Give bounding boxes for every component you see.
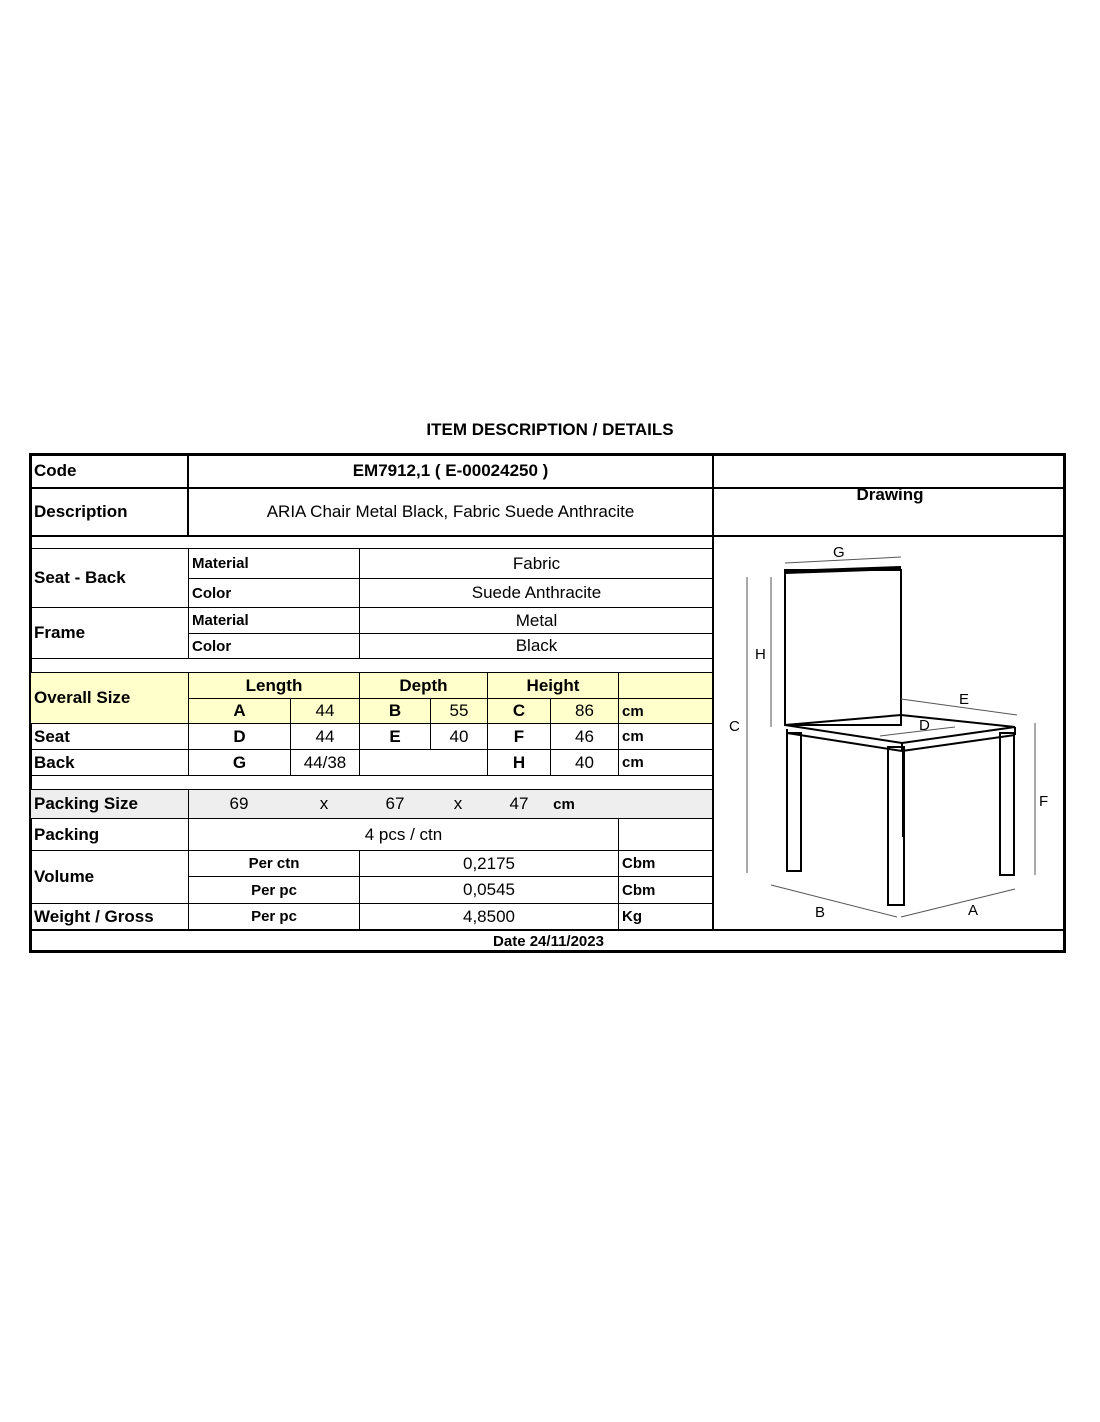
seat-unit: cm xyxy=(622,728,644,745)
dim-c-value: 86 xyxy=(575,701,594,720)
dim-f-value: 46 xyxy=(575,726,594,746)
volume-label: Volume xyxy=(34,867,95,886)
grid-line xyxy=(31,775,713,776)
dim-label-d: D xyxy=(919,717,930,734)
weight-label: Weight / Gross xyxy=(34,906,154,926)
volume-per-pc: 0,0545 xyxy=(463,880,515,899)
volume-per-pc-label: Per pc xyxy=(251,881,297,899)
packing-size-label: Packing Size xyxy=(34,794,138,813)
dim-g-label: G xyxy=(232,752,247,772)
seat-back-color-label: Color xyxy=(192,584,232,602)
code-label: Code xyxy=(34,461,77,480)
weight-per-pc: 4,8500 xyxy=(463,906,515,926)
dim-label-g: G xyxy=(833,544,845,561)
description-value: ARIA Chair Metal Black, Fabric Suede Anthracite xyxy=(266,502,635,521)
grid-line xyxy=(31,658,713,659)
date-footer: Date 24/11/2023 xyxy=(493,932,604,950)
packing-label: Packing xyxy=(34,824,100,844)
dim-c-label: C xyxy=(512,701,526,720)
dim-label-f: F xyxy=(1039,793,1049,810)
frame-color-label: Color xyxy=(192,637,232,655)
dim-d-label: D xyxy=(233,726,246,746)
packing-value: 4 pcs / ctn xyxy=(364,824,443,844)
dim-b-label: B xyxy=(388,701,402,720)
chair-outline xyxy=(785,568,1015,905)
overall-size-unit: cm xyxy=(622,702,644,720)
seat-back-label: Seat - Back xyxy=(34,568,126,587)
back-label: Back xyxy=(34,752,75,772)
length-header: Length xyxy=(245,675,303,695)
dim-e-label: E xyxy=(389,726,401,746)
dim-f-label: F xyxy=(513,726,525,746)
dim-label-a: A xyxy=(968,902,979,919)
packing-size-width: 67 xyxy=(385,794,405,813)
dimension-lines xyxy=(747,557,1035,917)
packing-size-height: 47 xyxy=(509,794,529,813)
seat-label: Seat xyxy=(34,726,70,746)
dim-label-c: C xyxy=(729,718,740,735)
height-header: Height xyxy=(526,675,580,695)
weight-unit: Kg xyxy=(622,908,642,925)
dim-d-value: 44 xyxy=(315,726,335,746)
dim-g-value: 44/38 xyxy=(303,752,347,772)
drawing-label: Drawing xyxy=(856,485,924,504)
chair-drawing xyxy=(715,537,1067,929)
depth-header: Depth xyxy=(399,675,448,695)
back-unit: cm xyxy=(622,754,644,771)
packing-size-length: 69 xyxy=(229,794,249,813)
weight-per-pc-label: Per pc xyxy=(251,908,297,925)
frame-color: Black xyxy=(515,636,558,655)
dim-label-b: B xyxy=(815,904,826,921)
frame-material-label: Material xyxy=(192,612,249,629)
dim-label-h: H xyxy=(755,646,766,663)
frame-material: Metal xyxy=(515,610,558,630)
code-value: EM7912,1 ( E-00024250 ) xyxy=(352,461,549,480)
dim-a-label: A xyxy=(233,701,246,720)
packing-size-x1: x xyxy=(319,794,329,813)
volume-per-ctn-label: Per ctn xyxy=(248,855,300,872)
dim-b-value: 55 xyxy=(449,701,469,720)
dim-e-value: 40 xyxy=(449,726,469,746)
document-title: ITEM DESCRIPTION / DETAILS xyxy=(426,420,674,439)
seat-back-material: Fabric xyxy=(512,553,561,573)
dim-label-e: E xyxy=(959,691,970,708)
dim-h-value: 40 xyxy=(575,752,594,772)
overall-size-label: Overall Size xyxy=(34,688,131,707)
seat-back-color: Suede Anthracite xyxy=(471,583,602,602)
dim-h-label: H xyxy=(512,752,526,772)
frame-label: Frame xyxy=(34,623,86,642)
dim-a-value: 44 xyxy=(315,701,335,720)
seat-back-material-label: Material xyxy=(192,555,249,572)
description-label: Description xyxy=(34,502,128,521)
packing-size-unit: cm xyxy=(553,795,575,813)
volume-per-ctn-unit: Cbm xyxy=(622,855,656,872)
packing-size-x2: x xyxy=(453,794,463,813)
volume-per-pc-unit: Cbm xyxy=(622,881,656,899)
volume-per-ctn: 0,2175 xyxy=(463,853,515,873)
